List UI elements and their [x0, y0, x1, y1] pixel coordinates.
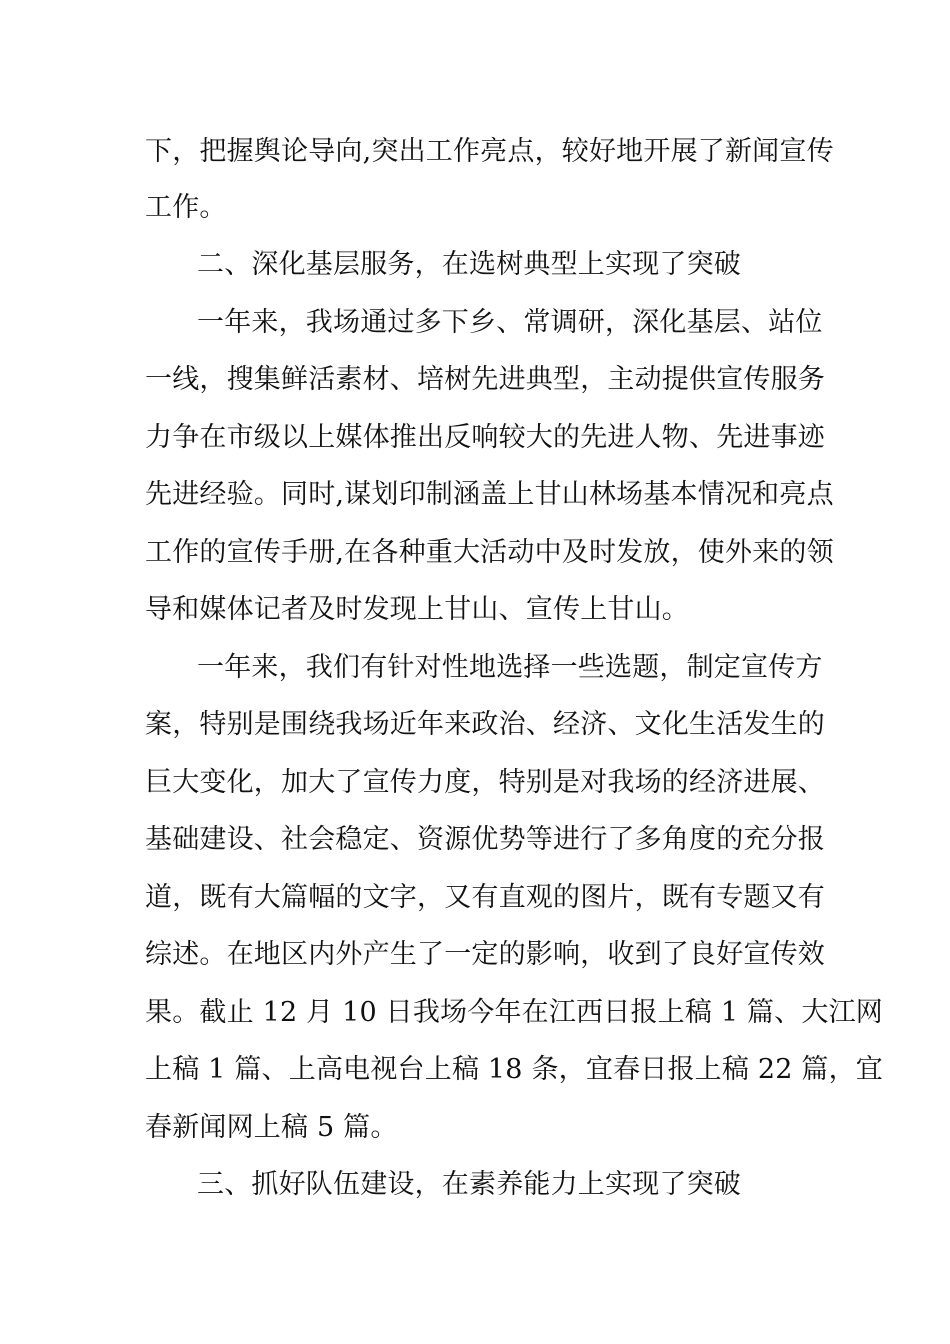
- body-text-line: 案，特别是围绕我场近年来政治、经济、文化生活发生的: [145, 709, 825, 740]
- body-text-line: 一线，搜集鲜活素材、培树先进典型，主动提供宣传服务: [145, 364, 825, 395]
- body-text-line: 综述。在地区内外产生了一定的影响，收到了良好宣传效: [145, 939, 825, 970]
- body-text-line: 先进经验。同时,谋划印制涵盖上甘山林场基本情况和亮点: [145, 479, 834, 510]
- body-text-line: 基础建设、社会稳定、资源优势等进行了多角度的充分报: [145, 824, 825, 855]
- section-heading: 二、深化基层服务，在选树典型上实现了突破: [197, 249, 741, 280]
- body-text-line: 春新闻网上稿 5 篇。: [145, 1112, 398, 1143]
- body-text-line: 下，把握舆论导向,突出工作亮点，较好地开展了新闻宣传: [145, 136, 834, 167]
- body-text-line: 力争在市级以上媒体推出反响较大的先进人物、先进事迹: [145, 422, 825, 453]
- section-heading: 三、抓好队伍建设，在素养能力上实现了突破: [197, 1169, 741, 1200]
- body-text-line: 上稿 1 篇、上高电视台上稿 18 条，宜春日报上稿 22 篇，宜: [145, 1054, 883, 1085]
- body-text-line: 导和媒体记者及时发现上甘山、宣传上甘山。: [145, 594, 689, 625]
- body-text-line: 巨大变化，加大了宣传力度，特别是对我场的经济进展、: [145, 767, 825, 798]
- body-text-line: 工作。: [145, 192, 227, 223]
- body-text-line: 工作的宣传手册,在各种重大活动中及时发放，使外来的领: [145, 537, 834, 568]
- body-text-line: 果。截止 12 月 10 日我场今年在江西日报上稿 1 篇、大江网: [145, 997, 883, 1028]
- body-text-line: 道，既有大篇幅的文字，又有直观的图片，既有专题又有: [145, 882, 825, 913]
- body-text-line: 一年来，我场通过多下乡、常调研，深化基层、站位: [197, 307, 823, 338]
- body-text-line: 一年来，我们有针对性地选择一些选题，制定宣传方: [197, 652, 823, 683]
